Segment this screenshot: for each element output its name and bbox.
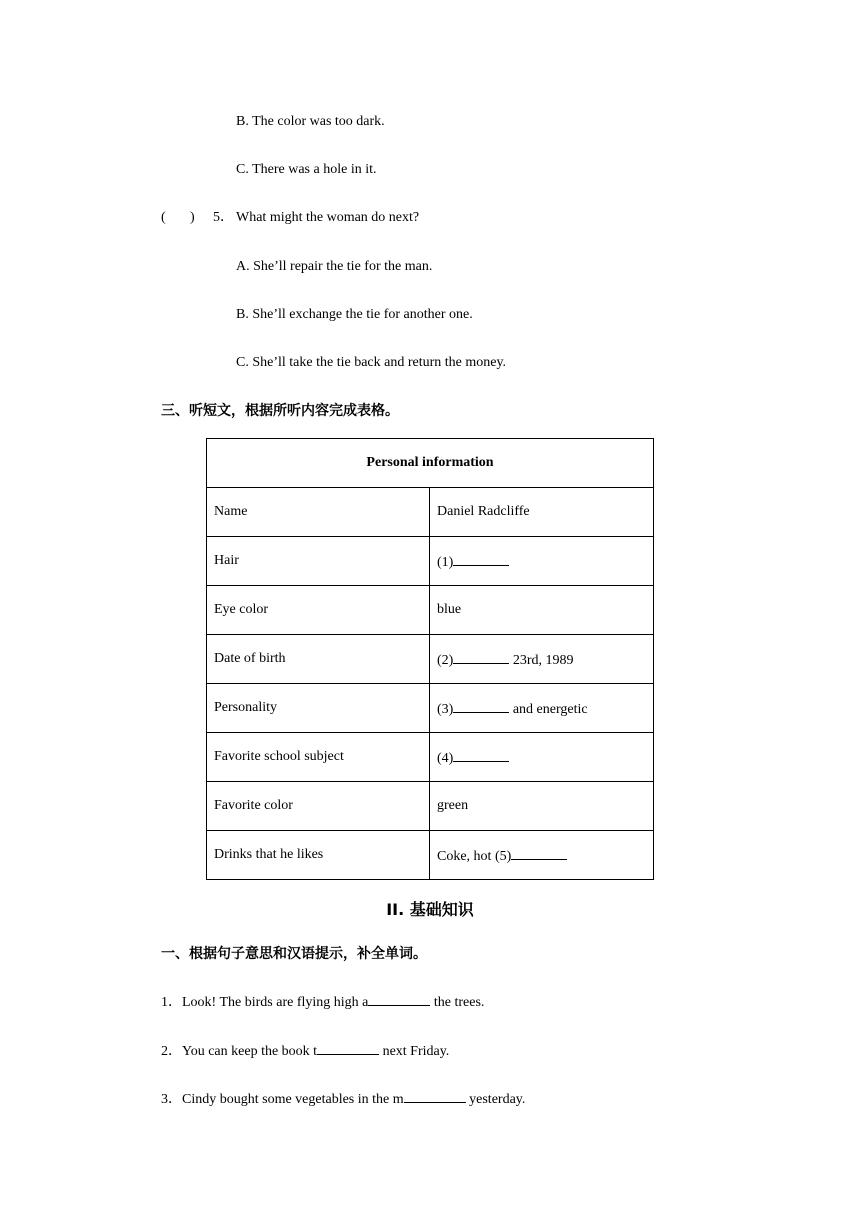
item-text-before: Cindy bought some vegetables in the m <box>182 1092 404 1107</box>
table-row <box>207 586 654 635</box>
fill-item-1 <box>161 992 484 1013</box>
item-text-after: yesterday. <box>465 1092 526 1107</box>
question-text: What might the woman do next? <box>236 210 420 225</box>
row-value <box>430 635 654 684</box>
answer-blank[interactable] <box>404 1089 466 1103</box>
row-suffix: 23rd, 1989 <box>509 652 574 668</box>
personal-info-table <box>206 438 654 880</box>
blank-number: (2) <box>437 652 454 668</box>
answer-blank[interactable] <box>453 552 509 566</box>
table-title: Personal information <box>207 439 654 488</box>
row-value: blue <box>430 586 654 635</box>
row-label: Personality <box>207 684 430 733</box>
row-suffix: and energetic <box>509 701 588 717</box>
table-header-row <box>207 439 654 488</box>
part-2-heading: 一、根据句子意思和汉语提示，补全单词。 <box>161 946 427 962</box>
row-value <box>430 831 654 880</box>
fill-item-3 <box>161 1089 525 1110</box>
row-label: Favorite school subject <box>207 733 430 782</box>
item-text-after: next Friday. <box>379 1044 450 1059</box>
row-label: Date of birth <box>207 635 430 684</box>
blank-number: (4) <box>437 750 454 766</box>
row-label: Hair <box>207 537 430 586</box>
answer-paren-close: ) <box>190 210 195 225</box>
answer-blank[interactable] <box>453 748 509 762</box>
q4-option-b: B. The color was too dark. <box>236 114 385 129</box>
question-number: 5． <box>213 210 234 225</box>
table-row <box>207 635 654 684</box>
q5-option-c: C. She’ll take the tie back and return the money. <box>236 355 507 370</box>
q4-option-c: C. There was a hole in it. <box>236 162 377 177</box>
part-2-title <box>0 899 860 922</box>
row-label: Favorite color <box>207 782 430 831</box>
table-row <box>207 684 654 733</box>
part-2-title-text: II. 基础知识 <box>386 900 474 919</box>
table-row <box>207 488 654 537</box>
answer-paren-open: ( <box>161 210 166 225</box>
q5-option-b: B. She’ll exchange the tie for another one. <box>236 307 473 322</box>
answer-blank[interactable] <box>317 1041 379 1055</box>
row-value <box>430 684 654 733</box>
answer-blank[interactable] <box>453 699 509 713</box>
blank-number: (3) <box>437 701 454 717</box>
q5-option-a: A. She’ll repair the tie for the man. <box>236 259 433 274</box>
item-text-before: You can keep the book t <box>182 1044 318 1059</box>
table-row <box>207 782 654 831</box>
section-3-heading: 三、听短文，根据所听内容完成表格。 <box>161 403 399 419</box>
row-label: Name <box>207 488 430 537</box>
row-label: Drinks that he likes <box>207 831 430 880</box>
row-label: Eye color <box>207 586 430 635</box>
row-value <box>430 537 654 586</box>
table-row <box>207 733 654 782</box>
blank-number: (1) <box>437 554 454 570</box>
item-number: 1． <box>161 995 182 1010</box>
answer-blank[interactable] <box>453 650 509 664</box>
fill-item-2 <box>161 1041 449 1062</box>
row-value: Daniel Radcliffe <box>430 488 654 537</box>
item-number: 3． <box>161 1092 182 1107</box>
table-row <box>207 537 654 586</box>
answer-blank[interactable] <box>368 992 430 1006</box>
item-text-after: the trees. <box>430 995 485 1010</box>
item-text-before: Look! The birds are flying high a <box>182 995 369 1010</box>
item-number: 2． <box>161 1044 182 1059</box>
answer-blank[interactable] <box>511 846 567 860</box>
row-value: green <box>430 782 654 831</box>
row-value <box>430 733 654 782</box>
row-lead: Coke, hot <box>437 848 495 864</box>
blank-number: (5) <box>494 848 512 864</box>
table-row <box>207 831 654 880</box>
